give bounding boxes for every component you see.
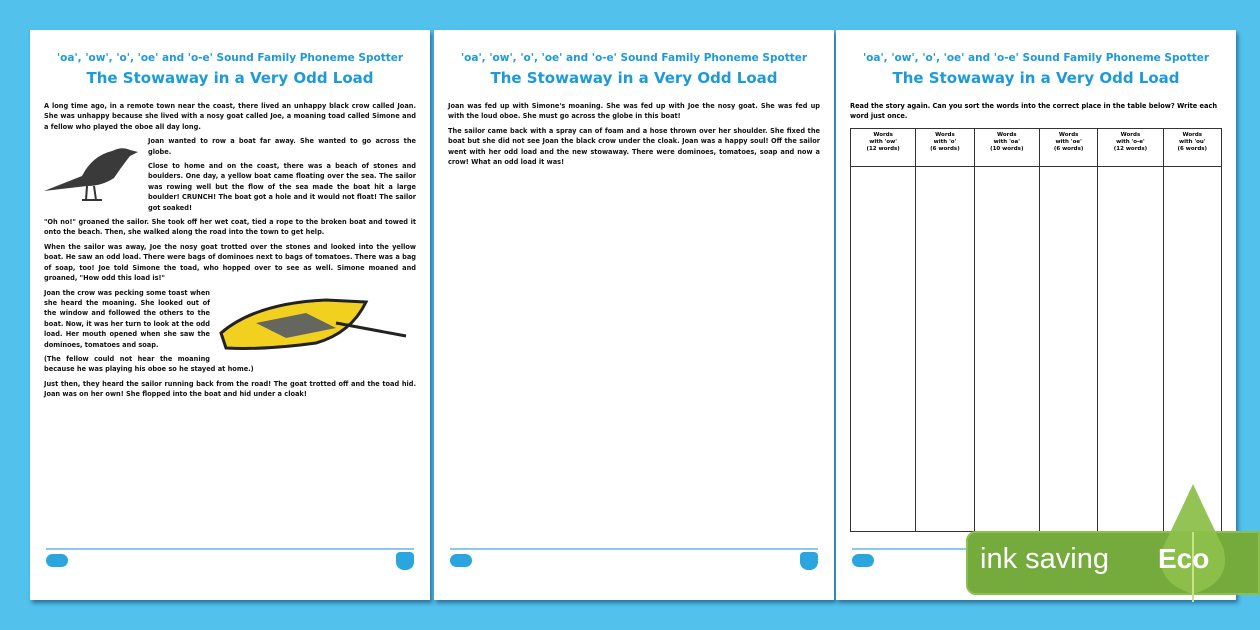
boat-illustration	[216, 288, 416, 358]
twinkl-logo-icon	[46, 554, 68, 567]
publisher-icon	[800, 552, 818, 570]
column-header: Words with 'ow' (12 words)	[851, 128, 916, 166]
story-paragraph: The sailor came back with a spray can of foam and a hose thrown over her shoulder. She fixed the boat but she did not see Joan the black crow under the cloak. Joan was a happy soul! Off the sailor went with her odd load and the new stowaway. There were dominoes, tomatoes, soap and now a crow! What an odd load it was!	[448, 126, 820, 167]
page-subtitle: 'oa', 'ow', 'o', 'oe' and 'o-e' Sound Family Phoneme Spotter	[460, 52, 808, 64]
story-paragraph: When the sailor was away, Joe the nosy goat trotted over the stones and looked into the yellow boat. He saw an odd load. There were bags of dominoes next to bags of tomatoes. There was a bag of soap, too! Joe told Simone the toad, who hopped over to see as well. Simone moaned and groaned, "How odd this load is!"	[44, 242, 416, 283]
column-header: Words with 'oe' (6 words)	[1039, 128, 1097, 166]
page-subtitle: 'oa', 'ow', 'o', 'oe' and 'o-e' Sound Family Phoneme Spotter	[56, 52, 404, 64]
answer-cell	[1163, 166, 1221, 531]
ink-saving-label: ink saving	[980, 543, 1109, 575]
eco-label: Eco	[1158, 543, 1210, 574]
twinkl-logo-icon	[450, 554, 472, 567]
answer-cell	[851, 166, 916, 531]
story-paragraph: Joan wanted to row a boat far away. She wanted to go across the globe.	[148, 137, 416, 156]
publisher-icon	[396, 552, 414, 570]
leaf-icon	[1153, 482, 1233, 602]
column-header: Words with 'oa' (10 words)	[974, 128, 1039, 166]
page-title: The Stowaway in a Very Odd Load	[490, 69, 778, 87]
worksheet-page-1	[30, 30, 430, 600]
answer-cell	[916, 166, 974, 531]
twinkl-logo-icon	[852, 554, 874, 567]
column-header: Words with 'o' (6 words)	[916, 128, 974, 166]
story-paragraph: Joan the crow was pecking some toast when she heard the moaning. She looked out of the window and followed the others to the boat. Now, it was her turn to look at the odd load. Her mouth opened when she saw the dominoes, tomatoes and soap.	[44, 288, 210, 349]
answer-cell	[1039, 166, 1097, 531]
sorting-table	[850, 128, 1222, 532]
story-paragraph: Close to home and on the coast, there was a beach of stones and boulders. One day, a yellow boat came floating over the sea. The sailor was rowing well but the flow of the sea made the boat hit a large boulder! CRUNCH! The boat got a hole and it would not float! The sailor got soaked!	[148, 162, 416, 212]
story-paragraph: A long time ago, in a remote town near the coast, there lived an unhappy black crow called Joan. She was unhappy because she lived with a nosy goat called Joe, a moaning toad called Simone and a fellow who played the oboe all day long.	[44, 102, 416, 131]
story-paragraph: Joan was fed up with Simone's moaning. She was fed up with Joe the nosy goat. She was fed up with the loud oboe. She must go across the globe in this boat!	[448, 102, 820, 121]
story-paragraph: Just then, they heard the sailor running back from the road! The goat trotted off and the toad hid. Joan was on her own! She flopped into the boat and hid under a cloak!	[44, 379, 416, 399]
worksheet-page-2	[434, 30, 834, 600]
story-paragraph: (The fellow could not hear the moaning because he was playing his oboe so he stayed at home.)	[44, 354, 254, 374]
instructions: Read the story again. Can you sort the words into the correct place in the table below? Write each word just once.	[850, 102, 1218, 121]
page-subtitle: 'oa', 'ow', 'o', 'oe' and 'o-e' Sound Family Phoneme Spotter	[862, 52, 1210, 64]
story-paragraph: "Oh no!" groaned the sailor. She took off her wet coat, tied a rope to the broken boat and towed it onto the beach. Then, she walked along the road into the town to get help.	[44, 218, 416, 237]
answer-cell	[1098, 166, 1163, 531]
page-title: The Stowaway in a Very Odd Load	[892, 69, 1180, 87]
column-header: Words with 'ou' (6 words)	[1163, 128, 1221, 166]
answer-cell	[974, 166, 1039, 531]
column-header: Words with 'o-e' (12 words)	[1098, 128, 1163, 166]
page-title: The Stowaway in a Very Odd Load	[86, 69, 374, 87]
page-footer	[46, 548, 414, 570]
crow-illustration	[42, 136, 142, 206]
page-footer	[450, 548, 818, 570]
